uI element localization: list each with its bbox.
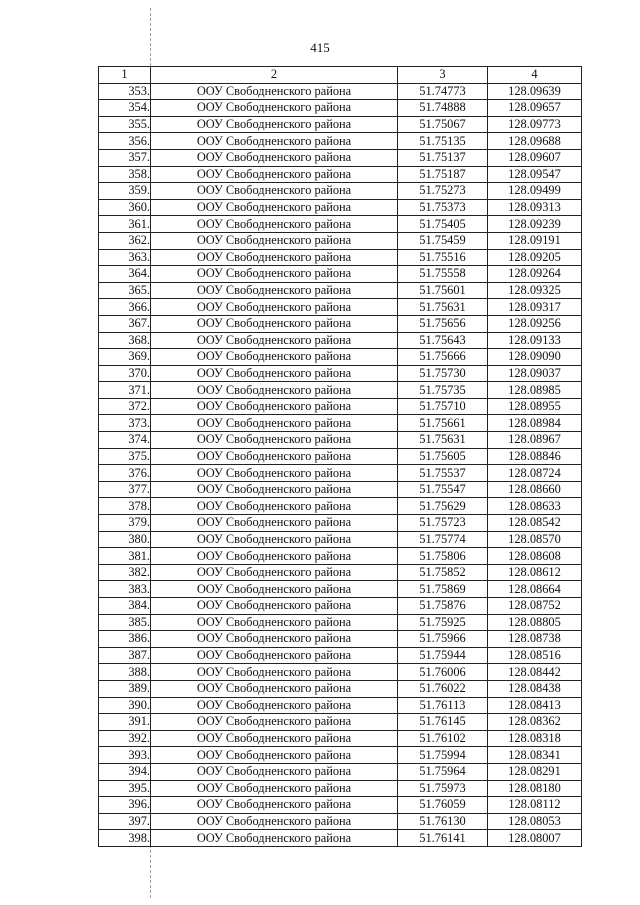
row-number: 389.: [99, 680, 151, 697]
row-latitude: 51.75643: [398, 332, 488, 349]
row-latitude: 51.75516: [398, 249, 488, 266]
table-body: [99, 83, 582, 846]
row-name: ООУ Свободненского района: [151, 282, 398, 299]
row-longitude: 128.08570: [488, 531, 582, 548]
table-row: [99, 714, 582, 731]
row-longitude: 128.08612: [488, 564, 582, 581]
row-name: ООУ Свободненского района: [151, 199, 398, 216]
row-name: ООУ Свободненского района: [151, 365, 398, 382]
table-row: [99, 664, 582, 681]
row-name: ООУ Свободненского района: [151, 249, 398, 266]
row-longitude: 128.09607: [488, 149, 582, 166]
row-number: 364.: [99, 266, 151, 283]
table-row: [99, 730, 582, 747]
table-row: [99, 581, 582, 598]
row-latitude: 51.75966: [398, 631, 488, 648]
row-longitude: 128.08985: [488, 382, 582, 399]
row-name: ООУ Свободненского района: [151, 813, 398, 830]
row-number: 370.: [99, 365, 151, 382]
row-longitude: 128.08362: [488, 714, 582, 731]
row-latitude: 51.75187: [398, 166, 488, 183]
row-latitude: 51.75710: [398, 398, 488, 415]
row-latitude: 51.75774: [398, 531, 488, 548]
row-latitude: 51.75964: [398, 763, 488, 780]
row-number: 392.: [99, 730, 151, 747]
row-number: 371.: [99, 382, 151, 399]
row-longitude: 128.08967: [488, 432, 582, 449]
row-latitude: 51.75067: [398, 116, 488, 133]
row-number: 363.: [99, 249, 151, 266]
row-name: ООУ Свободненского района: [151, 166, 398, 183]
row-latitude: 51.75735: [398, 382, 488, 399]
row-number: 359.: [99, 183, 151, 200]
table-row: [99, 398, 582, 415]
column-header-name: 2: [151, 67, 398, 84]
row-name: ООУ Свободненского района: [151, 598, 398, 615]
row-latitude: 51.75459: [398, 232, 488, 249]
row-number: 360.: [99, 199, 151, 216]
table-row: [99, 481, 582, 498]
row-number: 368.: [99, 332, 151, 349]
row-name: ООУ Свободненского района: [151, 498, 398, 515]
row-name: ООУ Свободненского района: [151, 465, 398, 482]
row-name: ООУ Свободненского района: [151, 730, 398, 747]
table-row: [99, 797, 582, 814]
row-longitude: 128.08633: [488, 498, 582, 515]
row-latitude: 51.75373: [398, 199, 488, 216]
table-row: [99, 266, 582, 283]
row-name: ООУ Свободненского района: [151, 315, 398, 332]
row-latitude: 51.75723: [398, 515, 488, 532]
table-row: [99, 697, 582, 714]
row-latitude: 51.76130: [398, 813, 488, 830]
row-longitude: 128.08318: [488, 730, 582, 747]
row-number: 394.: [99, 763, 151, 780]
row-number: 387.: [99, 647, 151, 664]
row-latitude: 51.75631: [398, 432, 488, 449]
row-latitude: 51.75273: [398, 183, 488, 200]
row-name: ООУ Свободненского района: [151, 714, 398, 731]
row-number: 391.: [99, 714, 151, 731]
row-name: ООУ Свободненского района: [151, 747, 398, 764]
row-longitude: 128.08724: [488, 465, 582, 482]
row-latitude: 51.76145: [398, 714, 488, 731]
row-number: 396.: [99, 797, 151, 814]
table-row: [99, 183, 582, 200]
row-name: ООУ Свободненского района: [151, 332, 398, 349]
table-row: [99, 415, 582, 432]
row-longitude: 128.08955: [488, 398, 582, 415]
row-number: 358.: [99, 166, 151, 183]
row-name: ООУ Свободненского района: [151, 664, 398, 681]
page-number: 415: [310, 40, 330, 55]
row-longitude: 128.09657: [488, 100, 582, 117]
row-name: ООУ Свободненского района: [151, 531, 398, 548]
row-latitude: 51.75869: [398, 581, 488, 598]
row-latitude: 51.75852: [398, 564, 488, 581]
row-name: ООУ Свободненского района: [151, 763, 398, 780]
table-row: [99, 631, 582, 648]
table-row: [99, 382, 582, 399]
row-latitude: 51.75661: [398, 415, 488, 432]
row-latitude: 51.75666: [398, 349, 488, 366]
table-row: [99, 299, 582, 316]
row-latitude: 51.75656: [398, 315, 488, 332]
row-number: 354.: [99, 100, 151, 117]
row-number: 372.: [99, 398, 151, 415]
table-row: [99, 780, 582, 797]
row-longitude: 128.08660: [488, 481, 582, 498]
row-name: ООУ Свободненского района: [151, 299, 398, 316]
row-name: ООУ Свободненского района: [151, 432, 398, 449]
table-row: [99, 315, 582, 332]
row-latitude: 51.76006: [398, 664, 488, 681]
row-longitude: 128.08053: [488, 813, 582, 830]
row-latitude: 51.76059: [398, 797, 488, 814]
row-longitude: 128.08846: [488, 448, 582, 465]
row-name: ООУ Свободненского района: [151, 149, 398, 166]
row-name: ООУ Свободненского района: [151, 680, 398, 697]
row-name: ООУ Свободненского района: [151, 382, 398, 399]
row-latitude: 51.75537: [398, 465, 488, 482]
row-longitude: 128.09499: [488, 183, 582, 200]
row-longitude: 128.08341: [488, 747, 582, 764]
row-longitude: 128.09773: [488, 116, 582, 133]
row-number: 381.: [99, 548, 151, 565]
column-header-longitude: 4: [488, 67, 582, 84]
table-row: [99, 747, 582, 764]
row-name: ООУ Свободненского района: [151, 349, 398, 366]
row-number: 353.: [99, 83, 151, 100]
table-row: [99, 83, 582, 100]
row-longitude: 128.09191: [488, 232, 582, 249]
table-row: [99, 116, 582, 133]
row-longitude: 128.08664: [488, 581, 582, 598]
row-longitude: 128.08180: [488, 780, 582, 797]
row-number: 397.: [99, 813, 151, 830]
table-row: [99, 100, 582, 117]
row-number: 375.: [99, 448, 151, 465]
table-row: [99, 349, 582, 366]
row-number: 374.: [99, 432, 151, 449]
row-latitude: 51.75605: [398, 448, 488, 465]
row-number: 380.: [99, 531, 151, 548]
row-number: 378.: [99, 498, 151, 515]
row-latitude: 51.75547: [398, 481, 488, 498]
row-name: ООУ Свободненского района: [151, 83, 398, 100]
table-row: [99, 133, 582, 150]
row-number: 395.: [99, 780, 151, 797]
row-longitude: 128.09239: [488, 216, 582, 233]
row-number: 379.: [99, 515, 151, 532]
row-number: 386.: [99, 631, 151, 648]
row-latitude: 51.75876: [398, 598, 488, 615]
row-name: ООУ Свободненского района: [151, 448, 398, 465]
row-latitude: 51.75994: [398, 747, 488, 764]
row-longitude: 128.08516: [488, 647, 582, 664]
row-name: ООУ Свободненского района: [151, 100, 398, 117]
table-header-row: [99, 67, 582, 84]
row-number: 366.: [99, 299, 151, 316]
row-number: 356.: [99, 133, 151, 150]
table-row: [99, 166, 582, 183]
row-name: ООУ Свободненского района: [151, 697, 398, 714]
table-row: [99, 813, 582, 830]
row-name: ООУ Свободненского района: [151, 797, 398, 814]
row-name: ООУ Свободненского района: [151, 830, 398, 847]
row-number: 390.: [99, 697, 151, 714]
row-name: ООУ Свободненского района: [151, 647, 398, 664]
row-number: 355.: [99, 116, 151, 133]
row-longitude: 128.08438: [488, 680, 582, 697]
row-longitude: 128.08413: [488, 697, 582, 714]
row-name: ООУ Свободненского района: [151, 780, 398, 797]
row-number: 377.: [99, 481, 151, 498]
table-row: [99, 149, 582, 166]
row-latitude: 51.75944: [398, 647, 488, 664]
row-longitude: 128.08007: [488, 830, 582, 847]
row-latitude: 51.75558: [398, 266, 488, 283]
row-number: 382.: [99, 564, 151, 581]
table-row: [99, 365, 582, 382]
coordinates-table: [98, 66, 582, 847]
row-longitude: 128.09205: [488, 249, 582, 266]
column-header-number: 1: [99, 67, 151, 84]
row-name: ООУ Свободненского района: [151, 581, 398, 598]
row-latitude: 51.75730: [398, 365, 488, 382]
row-longitude: 128.08542: [488, 515, 582, 532]
table-row: [99, 598, 582, 615]
table-row: [99, 332, 582, 349]
table-row: [99, 763, 582, 780]
table-row: [99, 199, 582, 216]
row-number: 357.: [99, 149, 151, 166]
row-longitude: 128.08738: [488, 631, 582, 648]
row-longitude: 128.09547: [488, 166, 582, 183]
row-name: ООУ Свободненского района: [151, 398, 398, 415]
row-longitude: 128.08442: [488, 664, 582, 681]
row-name: ООУ Свободненского района: [151, 515, 398, 532]
row-latitude: 51.76113: [398, 697, 488, 714]
row-latitude: 51.76022: [398, 680, 488, 697]
row-longitude: 128.09688: [488, 133, 582, 150]
row-longitude: 128.08608: [488, 548, 582, 565]
table-row: [99, 564, 582, 581]
row-latitude: 51.75601: [398, 282, 488, 299]
table-row: [99, 531, 582, 548]
row-number: 373.: [99, 415, 151, 432]
row-latitude: 51.75629: [398, 498, 488, 515]
table-row: [99, 432, 582, 449]
row-name: ООУ Свободненского района: [151, 631, 398, 648]
row-longitude: 128.08984: [488, 415, 582, 432]
row-number: 367.: [99, 315, 151, 332]
table-row: [99, 216, 582, 233]
row-longitude: 128.09256: [488, 315, 582, 332]
row-number: 384.: [99, 598, 151, 615]
row-latitude: 51.75135: [398, 133, 488, 150]
table-row: [99, 232, 582, 249]
row-longitude: 128.08752: [488, 598, 582, 615]
row-latitude: 51.74773: [398, 83, 488, 100]
row-name: ООУ Свободненского района: [151, 266, 398, 283]
row-name: ООУ Свободненского района: [151, 216, 398, 233]
table-row: [99, 448, 582, 465]
row-number: 376.: [99, 465, 151, 482]
table-row: [99, 614, 582, 631]
row-number: 361.: [99, 216, 151, 233]
table-row: [99, 282, 582, 299]
row-name: ООУ Свободненского района: [151, 183, 398, 200]
table-row: [99, 465, 582, 482]
row-longitude: 128.09090: [488, 349, 582, 366]
row-longitude: 128.09639: [488, 83, 582, 100]
row-name: ООУ Свободненского района: [151, 564, 398, 581]
table-row: [99, 498, 582, 515]
row-latitude: 51.76102: [398, 730, 488, 747]
row-number: 393.: [99, 747, 151, 764]
row-number: 385.: [99, 614, 151, 631]
table-row: [99, 680, 582, 697]
row-name: ООУ Свободненского района: [151, 232, 398, 249]
row-longitude: 128.08805: [488, 614, 582, 631]
table-row: [99, 548, 582, 565]
row-number: 365.: [99, 282, 151, 299]
column-header-latitude: 3: [398, 67, 488, 84]
row-latitude: 51.75631: [398, 299, 488, 316]
row-latitude: 51.75137: [398, 149, 488, 166]
table-row: [99, 647, 582, 664]
row-number: 383.: [99, 581, 151, 598]
row-name: ООУ Свободненского района: [151, 614, 398, 631]
row-latitude: 51.75806: [398, 548, 488, 565]
row-latitude: 51.75925: [398, 614, 488, 631]
row-name: ООУ Свободненского района: [151, 133, 398, 150]
row-longitude: 128.09325: [488, 282, 582, 299]
row-name: ООУ Свободненского района: [151, 415, 398, 432]
row-latitude: 51.75405: [398, 216, 488, 233]
row-longitude: 128.08291: [488, 763, 582, 780]
row-number: 388.: [99, 664, 151, 681]
row-longitude: 128.08112: [488, 797, 582, 814]
row-longitude: 128.09317: [488, 299, 582, 316]
row-name: ООУ Свободненского района: [151, 548, 398, 565]
row-latitude: 51.76141: [398, 830, 488, 847]
row-name: ООУ Свободненского района: [151, 116, 398, 133]
row-number: 362.: [99, 232, 151, 249]
row-longitude: 128.09264: [488, 266, 582, 283]
row-latitude: 51.74888: [398, 100, 488, 117]
row-latitude: 51.75973: [398, 780, 488, 797]
table-row: [99, 249, 582, 266]
row-longitude: 128.09037: [488, 365, 582, 382]
table-row: [99, 515, 582, 532]
table-row: [99, 830, 582, 847]
row-number: 369.: [99, 349, 151, 366]
row-longitude: 128.09133: [488, 332, 582, 349]
row-name: ООУ Свободненского района: [151, 481, 398, 498]
row-longitude: 128.09313: [488, 199, 582, 216]
row-number: 398.: [99, 830, 151, 847]
